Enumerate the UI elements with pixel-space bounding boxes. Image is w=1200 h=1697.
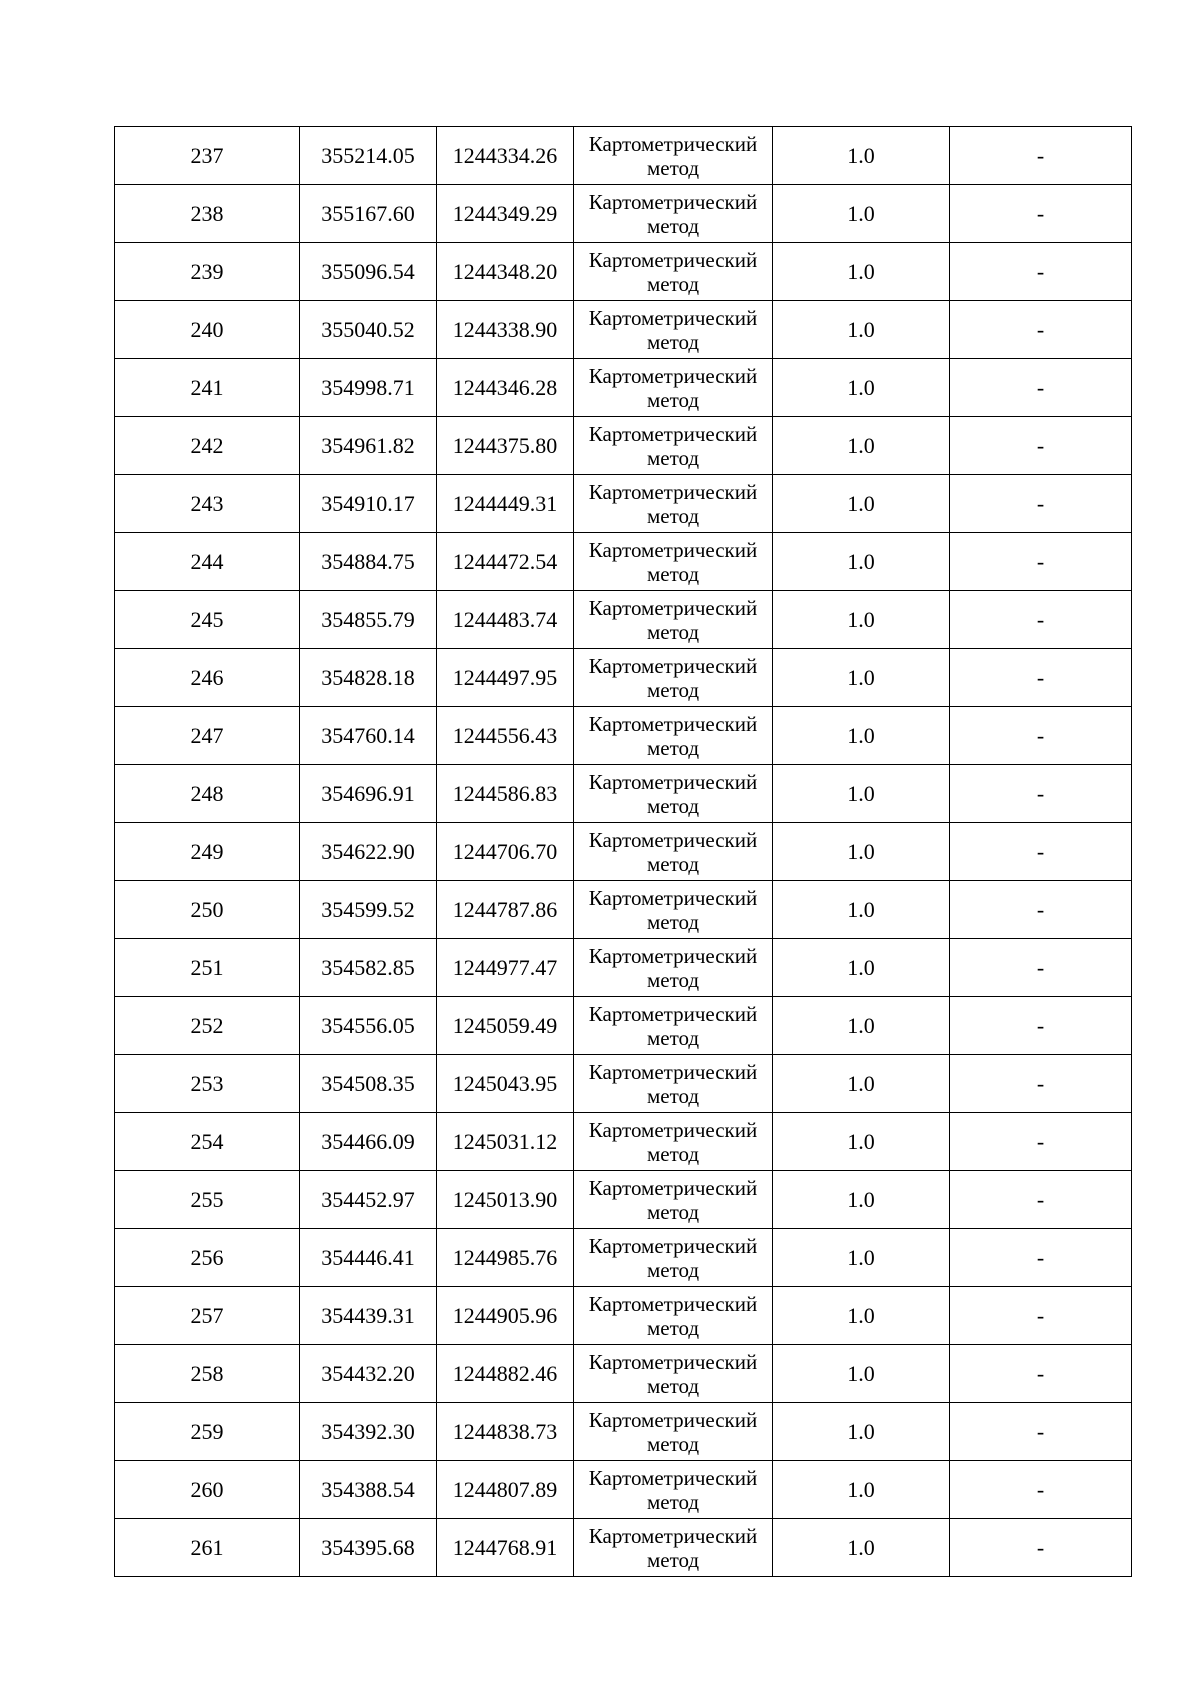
method-cell <box>574 185 773 243</box>
point-number-cell: 259 <box>115 1403 300 1461</box>
method-line-2: метод <box>646 1373 700 1398</box>
table-row <box>115 1055 1132 1113</box>
description-cell: - <box>950 939 1132 997</box>
method-cell <box>574 1229 773 1287</box>
x-coordinate-cell: 354439.31 <box>300 1287 437 1345</box>
point-number-cell: 250 <box>115 881 300 939</box>
method-line-1: Картометрический <box>588 189 758 214</box>
point-number-cell: 257 <box>115 1287 300 1345</box>
method-cell <box>574 707 773 765</box>
description-cell: - <box>950 417 1132 475</box>
method-cell <box>574 417 773 475</box>
x-coordinate-cell: 354452.97 <box>300 1171 437 1229</box>
accuracy-cell: 1.0 <box>773 823 950 881</box>
x-coordinate-cell: 354855.79 <box>300 591 437 649</box>
method-line-2: метод <box>646 387 700 412</box>
description-cell: - <box>950 881 1132 939</box>
table-row <box>115 243 1132 301</box>
accuracy-cell: 1.0 <box>773 1345 950 1403</box>
coordinates-table-body <box>115 127 1132 1577</box>
method-line-2: метод <box>646 1547 700 1572</box>
x-coordinate-cell: 354828.18 <box>300 649 437 707</box>
y-coordinate-cell: 1245059.49 <box>437 997 574 1055</box>
point-number-cell: 241 <box>115 359 300 417</box>
method-line-1: Картометрический <box>588 1233 758 1258</box>
accuracy-cell: 1.0 <box>773 707 950 765</box>
table-row <box>115 475 1132 533</box>
accuracy-cell: 1.0 <box>773 417 950 475</box>
description-cell: - <box>950 591 1132 649</box>
accuracy-cell: 1.0 <box>773 185 950 243</box>
method-cell <box>574 243 773 301</box>
x-coordinate-cell: 354508.35 <box>300 1055 437 1113</box>
accuracy-cell: 1.0 <box>773 359 950 417</box>
point-number-cell: 254 <box>115 1113 300 1171</box>
method-line-2: метод <box>646 445 700 470</box>
method-cell <box>574 1113 773 1171</box>
table-row <box>115 939 1132 997</box>
method-line-2: метод <box>646 329 700 354</box>
accuracy-cell: 1.0 <box>773 1113 950 1171</box>
x-coordinate-cell: 354446.41 <box>300 1229 437 1287</box>
y-coordinate-cell: 1244985.76 <box>437 1229 574 1287</box>
y-coordinate-cell: 1244586.83 <box>437 765 574 823</box>
table-row <box>115 1287 1132 1345</box>
y-coordinate-cell: 1244375.80 <box>437 417 574 475</box>
method-line-1: Картометрический <box>588 247 758 272</box>
x-coordinate-cell: 354466.09 <box>300 1113 437 1171</box>
y-coordinate-cell: 1244449.31 <box>437 475 574 533</box>
y-coordinate-cell: 1244472.54 <box>437 533 574 591</box>
method-cell <box>574 1287 773 1345</box>
accuracy-cell: 1.0 <box>773 1461 950 1519</box>
point-number-cell: 261 <box>115 1519 300 1577</box>
accuracy-cell: 1.0 <box>773 475 950 533</box>
method-cell <box>574 359 773 417</box>
method-line-2: метод <box>646 1431 700 1456</box>
y-coordinate-cell: 1244838.73 <box>437 1403 574 1461</box>
description-cell: - <box>950 1519 1132 1577</box>
method-cell <box>574 997 773 1055</box>
method-line-2: метод <box>646 1489 700 1514</box>
x-coordinate-cell: 354582.85 <box>300 939 437 997</box>
method-line-2: метод <box>646 909 700 934</box>
method-cell <box>574 127 773 185</box>
table-row <box>115 185 1132 243</box>
description-cell: - <box>950 533 1132 591</box>
table-row <box>115 1519 1132 1577</box>
point-number-cell: 240 <box>115 301 300 359</box>
description-cell: - <box>950 1345 1132 1403</box>
method-line-1: Картометрический <box>588 305 758 330</box>
method-line-2: метод <box>646 1083 700 1108</box>
method-cell <box>574 823 773 881</box>
accuracy-cell: 1.0 <box>773 1403 950 1461</box>
x-coordinate-cell: 355214.05 <box>300 127 437 185</box>
y-coordinate-cell: 1244497.95 <box>437 649 574 707</box>
accuracy-cell: 1.0 <box>773 1055 950 1113</box>
method-line-1: Картометрический <box>588 1291 758 1316</box>
y-coordinate-cell: 1245013.90 <box>437 1171 574 1229</box>
method-line-1: Картометрический <box>588 885 758 910</box>
description-cell: - <box>950 1113 1132 1171</box>
table-row <box>115 1461 1132 1519</box>
method-line-2: метод <box>646 271 700 296</box>
y-coordinate-cell: 1244905.96 <box>437 1287 574 1345</box>
point-number-cell: 258 <box>115 1345 300 1403</box>
y-coordinate-cell: 1244556.43 <box>437 707 574 765</box>
method-cell <box>574 939 773 997</box>
method-line-1: Картометрический <box>588 479 758 504</box>
x-coordinate-cell: 354884.75 <box>300 533 437 591</box>
description-cell: - <box>950 1461 1132 1519</box>
method-line-2: метод <box>646 677 700 702</box>
table-row <box>115 1345 1132 1403</box>
x-coordinate-cell: 354388.54 <box>300 1461 437 1519</box>
y-coordinate-cell: 1245031.12 <box>437 1113 574 1171</box>
x-coordinate-cell: 354392.30 <box>300 1403 437 1461</box>
y-coordinate-cell: 1244882.46 <box>437 1345 574 1403</box>
method-line-1: Картометрический <box>588 1407 758 1432</box>
method-line-1: Картометрический <box>588 363 758 388</box>
x-coordinate-cell: 354760.14 <box>300 707 437 765</box>
point-number-cell: 242 <box>115 417 300 475</box>
method-line-2: метод <box>646 1025 700 1050</box>
table-row <box>115 127 1132 185</box>
description-cell: - <box>950 1055 1132 1113</box>
method-line-1: Картометрический <box>588 827 758 852</box>
method-line-1: Картометрический <box>588 421 758 446</box>
table-row <box>115 359 1132 417</box>
description-cell: - <box>950 765 1132 823</box>
y-coordinate-cell: 1244768.91 <box>437 1519 574 1577</box>
x-coordinate-cell: 354910.17 <box>300 475 437 533</box>
y-coordinate-cell: 1244349.29 <box>437 185 574 243</box>
method-line-2: метод <box>646 851 700 876</box>
method-line-1: Картометрический <box>588 1465 758 1490</box>
table-row <box>115 417 1132 475</box>
accuracy-cell: 1.0 <box>773 765 950 823</box>
point-number-cell: 249 <box>115 823 300 881</box>
point-number-cell: 260 <box>115 1461 300 1519</box>
description-cell: - <box>950 301 1132 359</box>
table-row <box>115 1403 1132 1461</box>
method-line-2: метод <box>646 155 700 180</box>
point-number-cell: 237 <box>115 127 300 185</box>
table-row <box>115 649 1132 707</box>
description-cell: - <box>950 823 1132 881</box>
method-line-1: Картометрический <box>588 653 758 678</box>
y-coordinate-cell: 1244807.89 <box>437 1461 574 1519</box>
accuracy-cell: 1.0 <box>773 301 950 359</box>
description-cell: - <box>950 649 1132 707</box>
point-number-cell: 253 <box>115 1055 300 1113</box>
method-line-2: метод <box>646 213 700 238</box>
table-row <box>115 1113 1132 1171</box>
description-cell: - <box>950 707 1132 765</box>
table-row <box>115 881 1132 939</box>
description-cell: - <box>950 997 1132 1055</box>
x-coordinate-cell: 355096.54 <box>300 243 437 301</box>
method-cell <box>574 1403 773 1461</box>
accuracy-cell: 1.0 <box>773 1229 950 1287</box>
accuracy-cell: 1.0 <box>773 1287 950 1345</box>
description-cell: - <box>950 1229 1132 1287</box>
point-number-cell: 252 <box>115 997 300 1055</box>
table-row <box>115 301 1132 359</box>
method-cell <box>574 1055 773 1113</box>
y-coordinate-cell: 1244977.47 <box>437 939 574 997</box>
description-cell: - <box>950 1403 1132 1461</box>
table-row <box>115 591 1132 649</box>
method-cell <box>574 765 773 823</box>
method-line-1: Картометрический <box>588 131 758 156</box>
point-number-cell: 243 <box>115 475 300 533</box>
point-number-cell: 247 <box>115 707 300 765</box>
method-line-2: метод <box>646 1141 700 1166</box>
method-line-2: метод <box>646 1315 700 1340</box>
method-cell <box>574 591 773 649</box>
accuracy-cell: 1.0 <box>773 243 950 301</box>
point-number-cell: 251 <box>115 939 300 997</box>
method-line-1: Картометрический <box>588 1523 758 1548</box>
description-cell: - <box>950 243 1132 301</box>
table-row <box>115 1229 1132 1287</box>
point-number-cell: 239 <box>115 243 300 301</box>
method-line-2: метод <box>646 1257 700 1282</box>
x-coordinate-cell: 354395.68 <box>300 1519 437 1577</box>
x-coordinate-cell: 354961.82 <box>300 417 437 475</box>
accuracy-cell: 1.0 <box>773 997 950 1055</box>
y-coordinate-cell: 1244483.74 <box>437 591 574 649</box>
table-row <box>115 765 1132 823</box>
method-line-2: метод <box>646 793 700 818</box>
point-number-cell: 246 <box>115 649 300 707</box>
method-line-1: Картометрический <box>588 1117 758 1142</box>
method-cell <box>574 533 773 591</box>
method-line-1: Картометрический <box>588 711 758 736</box>
y-coordinate-cell: 1245043.95 <box>437 1055 574 1113</box>
method-cell <box>574 881 773 939</box>
method-cell <box>574 1461 773 1519</box>
method-cell <box>574 1345 773 1403</box>
y-coordinate-cell: 1244334.26 <box>437 127 574 185</box>
description-cell: - <box>950 1171 1132 1229</box>
method-line-1: Картометрический <box>588 943 758 968</box>
method-cell <box>574 1519 773 1577</box>
x-coordinate-cell: 354432.20 <box>300 1345 437 1403</box>
accuracy-cell: 1.0 <box>773 1519 950 1577</box>
method-cell <box>574 1171 773 1229</box>
description-cell: - <box>950 1287 1132 1345</box>
method-line-1: Картометрический <box>588 1059 758 1084</box>
method-line-2: метод <box>646 1199 700 1224</box>
method-line-1: Картометрический <box>588 1175 758 1200</box>
method-line-2: метод <box>646 503 700 528</box>
method-line-1: Картометрический <box>588 537 758 562</box>
method-line-2: метод <box>646 967 700 992</box>
accuracy-cell: 1.0 <box>773 649 950 707</box>
y-coordinate-cell: 1244706.70 <box>437 823 574 881</box>
accuracy-cell: 1.0 <box>773 1171 950 1229</box>
description-cell: - <box>950 359 1132 417</box>
table-row <box>115 997 1132 1055</box>
method-line-1: Картометрический <box>588 769 758 794</box>
method-cell <box>574 475 773 533</box>
table-row <box>115 533 1132 591</box>
point-number-cell: 248 <box>115 765 300 823</box>
x-coordinate-cell: 354622.90 <box>300 823 437 881</box>
method-line-1: Картометрический <box>588 1001 758 1026</box>
method-cell <box>574 649 773 707</box>
method-line-1: Картометрический <box>588 595 758 620</box>
x-coordinate-cell: 354998.71 <box>300 359 437 417</box>
accuracy-cell: 1.0 <box>773 881 950 939</box>
table-row <box>115 707 1132 765</box>
y-coordinate-cell: 1244338.90 <box>437 301 574 359</box>
table-row <box>115 823 1132 881</box>
point-number-cell: 238 <box>115 185 300 243</box>
description-cell: - <box>950 475 1132 533</box>
x-coordinate-cell: 355167.60 <box>300 185 437 243</box>
x-coordinate-cell: 354556.05 <box>300 997 437 1055</box>
method-line-1: Картометрический <box>588 1349 758 1374</box>
point-number-cell: 255 <box>115 1171 300 1229</box>
y-coordinate-cell: 1244787.86 <box>437 881 574 939</box>
point-number-cell: 244 <box>115 533 300 591</box>
accuracy-cell: 1.0 <box>773 591 950 649</box>
x-coordinate-cell: 355040.52 <box>300 301 437 359</box>
y-coordinate-cell: 1244346.28 <box>437 359 574 417</box>
x-coordinate-cell: 354599.52 <box>300 881 437 939</box>
y-coordinate-cell: 1244348.20 <box>437 243 574 301</box>
point-number-cell: 256 <box>115 1229 300 1287</box>
method-line-2: метод <box>646 619 700 644</box>
accuracy-cell: 1.0 <box>773 127 950 185</box>
accuracy-cell: 1.0 <box>773 939 950 997</box>
table-row <box>115 1171 1132 1229</box>
description-cell: - <box>950 185 1132 243</box>
accuracy-cell: 1.0 <box>773 533 950 591</box>
coordinates-table <box>114 126 1132 1577</box>
method-line-2: метод <box>646 735 700 760</box>
x-coordinate-cell: 354696.91 <box>300 765 437 823</box>
method-cell <box>574 301 773 359</box>
description-cell: - <box>950 127 1132 185</box>
method-line-2: метод <box>646 561 700 586</box>
point-number-cell: 245 <box>115 591 300 649</box>
